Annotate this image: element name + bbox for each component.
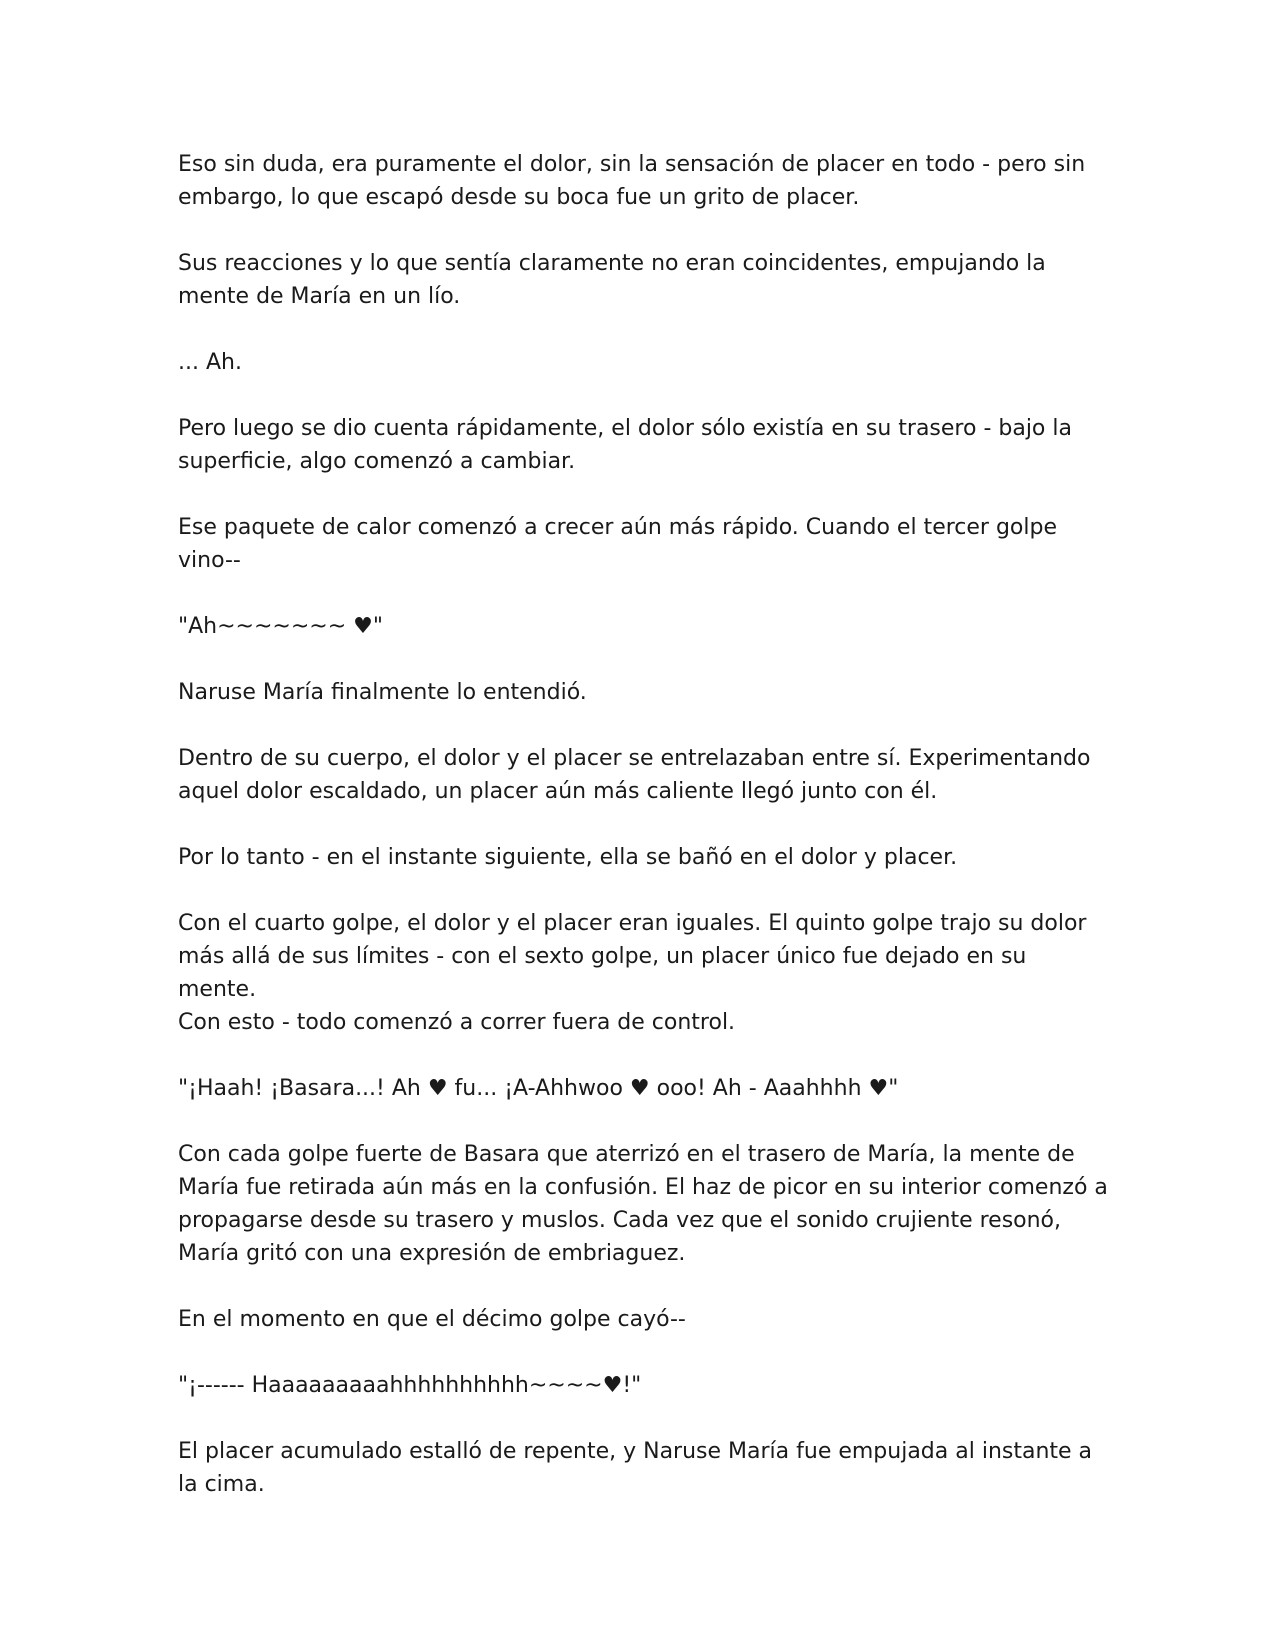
paragraph: Por lo tanto - en el instante siguiente, ella se bañó en el dolor y placer. — [178, 845, 958, 870]
paragraph: Con el cuarto golpe, el dolor y el placer eran iguales. El quinto golpe trajo su dolor más allá de sus límites - con el sexto golpe, un placer único fue dejado en su mente. Con esto - todo comenzó a correr fuera de control. — [178, 911, 1087, 1035]
document-body — [178, 148, 1108, 1534]
paragraph: Eso sin duda, era puramente el dolor, sin la sensación de placer en todo - pero sin embargo, lo que escapó desde su boca fue un grito de placer. — [178, 152, 1086, 210]
paragraph: Dentro de su cuerpo, el dolor y el placer se entrelazaban entre sí. Experimentando aquel dolor escaldado, un placer aún más caliente llegó junto con él. — [178, 746, 1091, 804]
paragraph: Pero luego se dio cuenta rápidamente, el dolor sólo existía en su trasero - bajo la superficie, algo comenzó a cambiar. — [178, 416, 1072, 474]
paragraph: Con cada golpe fuerte de Basara que aterrizó en el trasero de María, la mente de María fue retirada aún más en la confusión. El haz de picor en su interior comenzó a propagarse desde su trasero y muslos. Cada vez que el sonido crujiente resonó, María gritó con una expresión de embriaguez. — [178, 1142, 1108, 1266]
paragraph: Sus reacciones y lo que sentía claramente no eran coincidentes, empujando la mente de María en un lío. — [178, 251, 1046, 309]
paragraph: Ese paquete de calor comenzó a crecer aún más rápido. Cuando el tercer golpe vino-- — [178, 515, 1057, 573]
paragraph: ... Ah. — [178, 350, 242, 375]
paragraph: "¡------ Haaaaaaaaahhhhhhhhhh~~~~♥!" — [178, 1373, 642, 1398]
paragraph: "¡Haah! ¡Basara...! Ah ♥ fu... ¡A-Ahhwoo ♥ ooo! Ah - Aaahhhh ♥" — [178, 1076, 899, 1101]
paragraph: El placer acumulado estalló de repente, y Naruse María fue empujada al instante a la cima. — [178, 1439, 1093, 1497]
paragraph: "Ah~~~~~~~ ♥" — [178, 614, 383, 639]
paragraph: Naruse María finalmente lo entendió. — [178, 680, 587, 705]
paragraph: En el momento en que el décimo golpe cayó-- — [178, 1307, 686, 1332]
